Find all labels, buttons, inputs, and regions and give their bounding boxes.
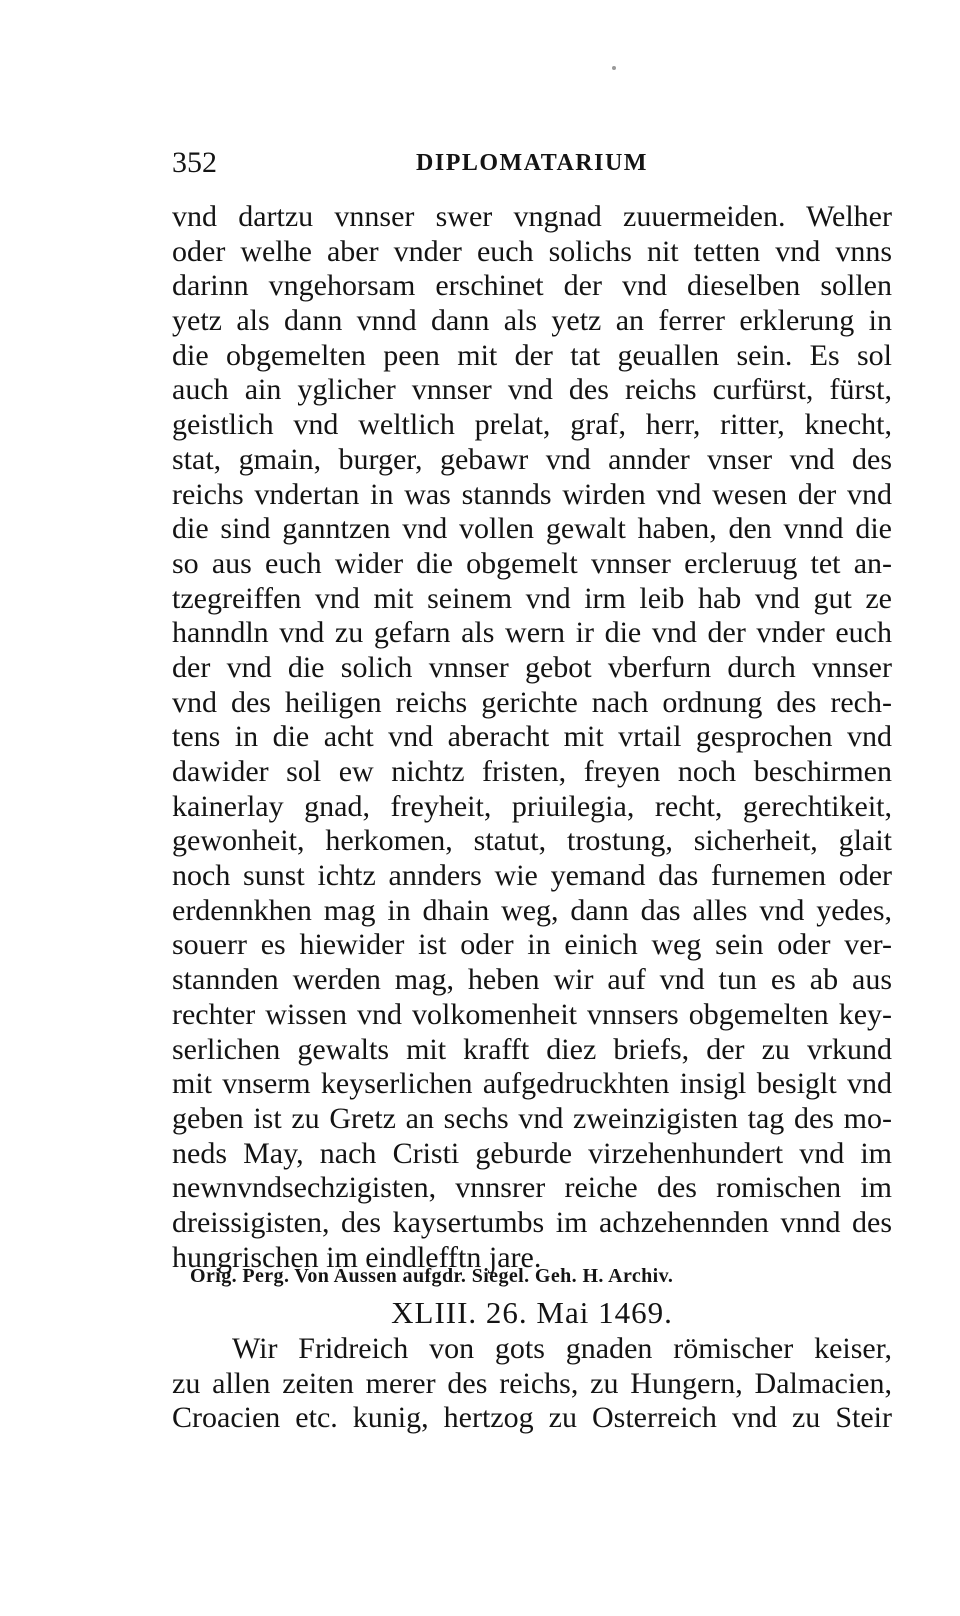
text-line: dreissigisten, des kaysertumbs im achzehennden vnnd des	[172, 1205, 892, 1239]
text-line: neds May, nach Cristi geburde virzehenhundert vnd im	[172, 1136, 892, 1170]
page-header	[172, 145, 892, 181]
text-line: oder welhe aber vnder euch solichs nit tetten vnd vnns	[172, 234, 892, 268]
text-line: reichs vndertan in was stannds wirden vnd wesen der vnd	[172, 477, 892, 511]
text-line: zu allen zeiten merer des reichs, zu Hungern, Dalmacien,	[172, 1366, 892, 1400]
text-line: vnd des heiligen reichs gerichte nach ordnung des rech-	[172, 685, 892, 719]
paper-speck	[612, 66, 616, 70]
text-line: gewonheit, herkomen, statut, trostung, sicherheit, glait	[172, 824, 892, 858]
text-line: kainerlay gnad, freyheit, priuilegia, recht, gerechtikeit,	[172, 789, 892, 823]
text-line: der vnd die solich vnnser gebot vberfurn durch vnnser	[172, 650, 892, 684]
text-line: hungrischen im eindlefftn jare.	[172, 1240, 542, 1274]
text-line: tzegreiffen vnd mit seinem vnd irm leib hab vnd gut ze	[172, 581, 892, 615]
text-line: rechter wissen vnd volkomenheit vnnsers obgemelten key-	[172, 997, 892, 1031]
text-line: mit vnserm keyserlichen aufgedruckhten insigl besiglt vnd	[172, 1067, 892, 1101]
text-line: geistlich vnd weltlich prelat, graf, herr, ritter, knecht,	[172, 408, 892, 442]
text-line: serlichen gewalts mit krafft diez briefs, der zu vrkund	[172, 1032, 892, 1066]
document-heading: XLIII. 26. Mai 1469.	[391, 1295, 673, 1330]
text-line: darinn vngehorsam erschinet der vnd dieselben sollen	[172, 269, 892, 303]
text-line: stat, gmain, burger, gebawr vnd annder vnser vnd des	[172, 442, 892, 476]
document-text	[172, 1332, 892, 1436]
text-line: die sind ganntzen vnd vollen gewalt haben, den vnnd die	[172, 512, 892, 546]
source-note: Orig. Perg. Von Aussen aufgdr. Siegel. Geh. H. Archiv.	[190, 1265, 674, 1287]
text-line: Croacien etc. kunig, hertzog zu Osterreich vnd zu Steir	[172, 1401, 892, 1435]
text-line: hanndln vnd zu gefarn als wern ir die vnd der vnder euch	[172, 616, 892, 650]
text-line: geben ist zu Gretz an sechs vnd zweinzigisten tag des mo-	[172, 1101, 892, 1135]
text-line: Wir Fridreich von gots gnaden römischer keiser,	[232, 1332, 892, 1365]
running-title: DIPLOMATARIUM	[416, 150, 648, 176]
text-line: vnd dartzu vnnser swer vngnad zuuermeiden. Welher	[172, 200, 892, 233]
text-line: souerr es hiewider ist oder in einich weg sein oder ver-	[172, 928, 892, 962]
text-line: noch sunst ichtz annders wie yemand das furnemen oder	[172, 859, 892, 893]
text-line: tens in die acht vnd aberacht mit vrtail gesprochen vnd	[172, 720, 892, 754]
text-line: dawider sol ew nichtz fristen, freyen noch beschirmen	[172, 755, 892, 788]
text-line: auch ain yglicher vnnser vnd des reichs curfürst, fürst,	[172, 373, 892, 407]
text-line: newnvndsechzigisten, vnnsrer reiche des romischen im	[172, 1171, 892, 1205]
text-line: die obgemelten peen mit der tat geuallen sein. Es sol	[172, 338, 892, 372]
text-line: erdennkhen mag in dhain weg, dann das alles vnd yedes,	[172, 893, 892, 927]
text-line: yetz als dann vnnd dann als yetz an ferrer erklerung in	[172, 304, 892, 338]
page-number: 352	[172, 146, 217, 179]
text-line: stannden werden mag, heben wir auf vnd tun es ab aus	[172, 963, 892, 997]
text-line: so aus euch wider die obgemelt vnnser ercleruug tet an-	[172, 546, 892, 580]
body-text	[172, 200, 892, 1275]
